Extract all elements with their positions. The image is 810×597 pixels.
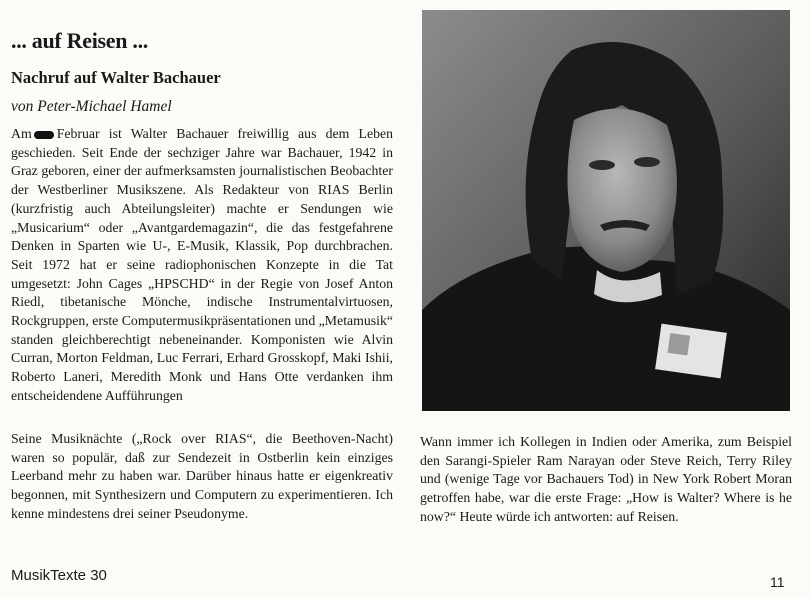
redacted-date-mark — [34, 131, 54, 139]
face-shape — [567, 109, 677, 272]
body-paragraph-2: Seine Musiknächte („Rock over RIAS“, die Beethoven-Nacht) waren so populär, daß zur Sendezeit in Ostberlin kein einziges Leerband mehr zu haben war. Darüber hinaus hatte er eigenkreativ begonnen, mit Synthesizern und Computern zu experimentieren. Ich kenne mindestens drei seiner Pseudonyme. — [11, 431, 393, 521]
article-title: ... auf Reisen ... — [11, 28, 148, 53]
article-subtitle: Nachruf auf Walter Bachauer — [11, 68, 221, 87]
badge-emblem — [668, 333, 691, 356]
paragraph-1-text: Februar ist Walter Bachauer freiwillig aus dem Leben geschieden. Seit Ende der sechziger Jahre war Bachauer, 1942 in Graz geboren, einer der aufmerksamsten journalistischen Beobachter der Westberliner Musikszene. Als Redakteur von RIAS Berlin (kurzfristig auch Abteilungsleiter) machte er Sendungen wie „Musicarium“ oder „Avantgardemagazin“, die das festgefahrene Denken in Sparten wie U-, E-Musik, Klassik, Pop durchbrachen. Seit 1972 hat er seine radiophonischen Konzepte in die Tat umgesetzt: John Cages „HPSCHD“ in der Regie von Josef Anton Riedl, tibetanische Mönche, indische Instrumentalvirtuosen, Rockgruppen, erste Computermusikpräsentationen und „Metamusik“ standen gleichberechtigt nebeneinander. Komponisten wie Alvin Curran, Morton Feldman, Luc Ferrari, Erhard Grosskopf, Maki Ishii, Roberto Laneri, Meredith Monk und Hans Otte verdanken ihm entscheidendene Aufführungen — [11, 126, 394, 403]
portrait-illustration — [422, 10, 790, 411]
right-eye — [634, 157, 660, 167]
body-paragraph-1 — [11, 125, 393, 406]
portrait-photo — [422, 10, 790, 411]
badge-shape — [655, 324, 727, 379]
publication-name: MusikTexte 30 — [11, 567, 107, 584]
page-number: 11 — [770, 574, 785, 590]
paragraph-opening-word: Am — [11, 126, 32, 141]
body-paragraph-3: Wann immer ich Kollegen in Indien oder Amerika, zum Beispiel den Sarangi-Spieler Ram Narayan oder Steve Reich, Terry Riley und (wenige Tage vor Bachauers Tod) in New York Robert Moran getroffen habe, war die erste Frage: „How is Walter? Where is he now?“ Heute würde ich antworten: auf Reisen. — [420, 434, 792, 524]
left-eye — [589, 160, 615, 170]
author-byline: von Peter-Michael Hamel — [11, 98, 172, 115]
